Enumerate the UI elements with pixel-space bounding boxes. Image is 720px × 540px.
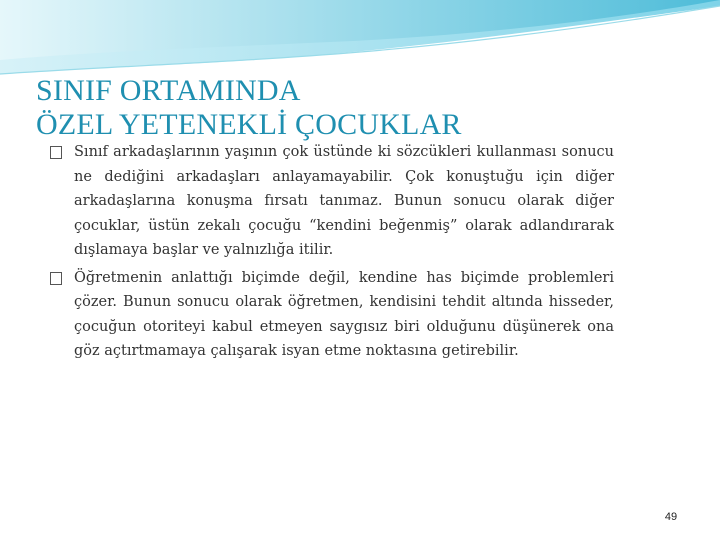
bullet-list [50,140,614,367]
page-number: 49 [664,511,678,523]
bullet-item [50,140,614,263]
title-line-1: SINIF ORTAMINDA [36,74,301,107]
bullet-text: Sınıf arkadaşlarının yaşının çok üstünde ki sözcükleri kullanması sonucu ne dediğini arkadaşları anlayamayabilir. Çok konuştuğu için diğer arkadaşlarına konuşma fırsatı tanımaz. Bunun sonucu olarak diğer çocuklar, üstün zekalı çocuğu “kendini beğenmiş” olarak adlandırarak dışlamaya başlar ve yalnızlığa itilir. [74,144,614,258]
bullet-text: Öğretmenin anlattığı biçimde değil, kendine has biçimde problemleri çözer. Bunun sonucu olarak öğretmen, kendisini tehdit altında hisseder, çocuğun otoriteyi kabul etmeyen saygısız biri olduğunu düşünerek ona göz açtırtmamaya çalışarak isyan etme noktasına getirebilir. [74,269,614,359]
slide-title [36,74,676,142]
missing-glyph-box-icon [50,146,62,159]
title-line-2: ÖZEL YETENEKLİ ÇOCUKLAR [36,108,462,141]
bullet-item [50,266,614,364]
missing-glyph-box-icon [50,272,62,285]
